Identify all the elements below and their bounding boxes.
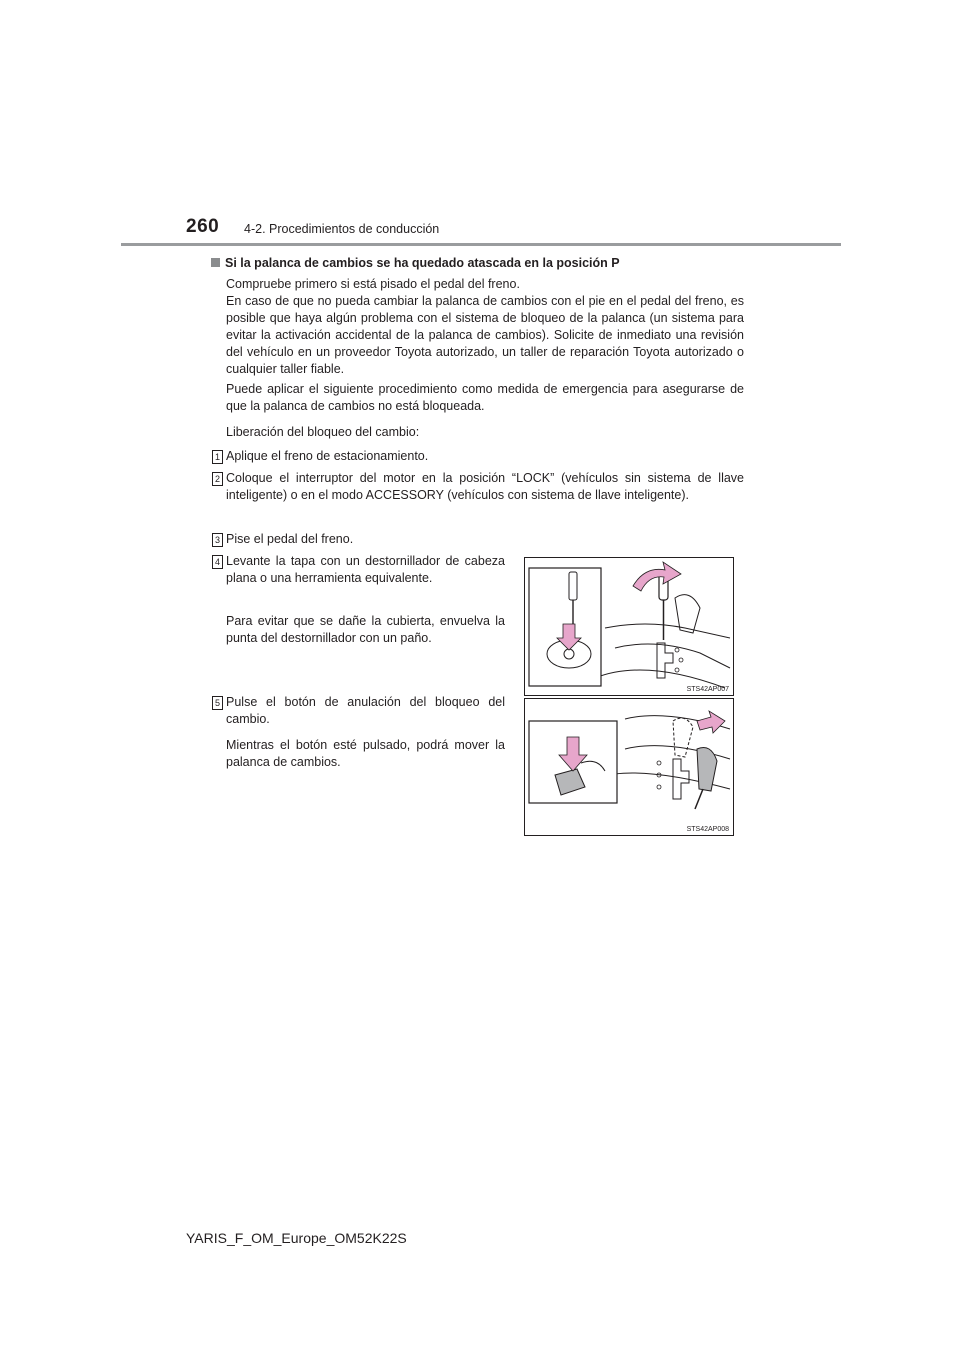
step-number-box: 4	[212, 555, 223, 569]
square-bullet-icon	[211, 258, 220, 267]
step-number-box: 3	[212, 533, 223, 547]
intro-paragraph-4: Liberación del bloqueo del cambio:	[226, 425, 420, 439]
figure-shift-lock-release	[524, 698, 734, 836]
step-text: Pise el pedal del freno.	[226, 532, 354, 546]
section-heading	[211, 256, 751, 270]
step-text: Pulse el botón de anulación del bloqueo del cambio.	[226, 695, 505, 726]
intro-paragraph-1: Compruebe primero si está pisado el pedal del freno.	[226, 277, 520, 291]
step-number-box: 2	[212, 472, 223, 486]
release-button-illustration	[525, 699, 733, 835]
figure-code: STS42AP008	[686, 826, 729, 833]
intro-paragraph-3: Puede aplicar el siguiente procedimiento como medida de emergencia para asegurarse de que la palanca de cambios no está bloqueada.	[226, 382, 744, 413]
page-number: 260	[186, 216, 220, 237]
step-note: Mientras el botón esté pulsado, podrá mover la palanca de cambios.	[226, 738, 505, 769]
cover-removal-illustration	[525, 558, 733, 695]
step-text: Coloque el interruptor del motor en la posición “LOCK” (vehículos sin sistema de llave inteligente) o en el modo ACCESSORY (vehículos con sistema de llave inteligente).	[226, 471, 744, 502]
figure-code: STS42AP007	[686, 686, 729, 693]
section-title: 4-2. Procedimientos de conducción	[244, 222, 440, 236]
heading-text: Si la palanca de cambios se ha quedado atascada en la posición P	[225, 256, 620, 270]
step-number-box: 1	[212, 450, 223, 464]
intro-paragraph-2: En caso de que no pueda cambiar la palanca de cambios con el pie en el pedal del freno, es posible que haya algún problema con el sistema de bloqueo de la palanca (un sistema para evitar la activación accidental de la palanca de cambios). Solicite de inmediato una revisión del vehículo en un proveedor Toyota autorizado, un taller de reparación Toyota autorizado o cualquier taller fiable.	[226, 294, 744, 376]
figure-screwdriver-cap	[524, 557, 734, 696]
header-rule	[121, 243, 841, 246]
step-text: Aplique el freno de estacionamiento.	[226, 449, 429, 463]
step-text: Levante la tapa con un destornillador de cabeza plana o una herramienta equivalente.	[226, 554, 505, 585]
step-note: Para evitar que se dañe la cubierta, envuelva la punta del destornillador con un paño.	[226, 614, 505, 645]
document-footer: YARIS_F_OM_Europe_OM52K22S	[186, 1230, 407, 1246]
step-number-box: 5	[212, 696, 223, 710]
